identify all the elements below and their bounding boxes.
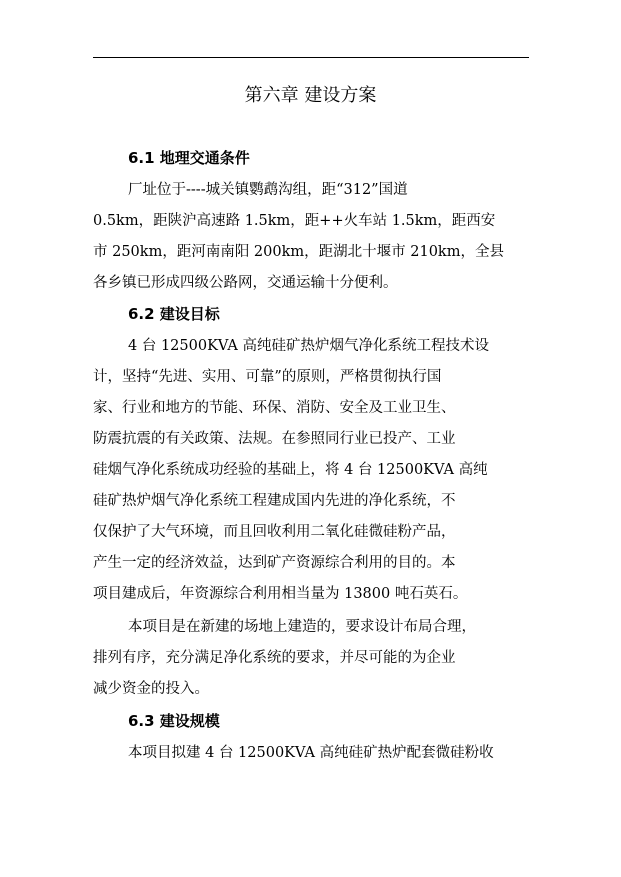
paragraph-line: 0.5km，距陕沪高速路 1.5km，距++火车站 1.5km，距西安 bbox=[93, 213, 496, 229]
paragraph-line: 厂址位于----城关镇鹦鹉沟组，距“312”国道 bbox=[128, 182, 408, 198]
paragraph-line: 防震抗震的有关政策、法规。在参照同行业已投产、工业 bbox=[93, 431, 456, 447]
paragraph-line: 家、行业和地方的节能、环保、消防、安全及工业卫生、 bbox=[93, 400, 456, 416]
paragraph-line: 各乡镇已形成四级公路网，交通运输十分便利。 bbox=[93, 275, 398, 291]
paragraph-line: 硅烟气净化系统成功经验的基础上，将 4 台 12500KVA 高纯 bbox=[93, 462, 488, 478]
paragraph-line: 本项目是在新建的场地上建造的，要求设计布局合理， bbox=[128, 619, 476, 635]
paragraph-line: 4 台 12500KVA 高纯硅矿热炉烟气净化系统工程技术设 bbox=[128, 338, 489, 354]
section-heading-6-1: 6.1 地理交通条件 bbox=[128, 149, 250, 167]
header-rule bbox=[93, 57, 529, 58]
paragraph-line: 本项目拟建 4 台 12500KVA 高纯硅矿热炉配套微硅粉收 bbox=[128, 745, 494, 761]
section-heading-6-2: 6.2 建设目标 bbox=[128, 305, 220, 323]
paragraph-line: 市 250km，距河南南阳 200km，距湖北十堰市 210km，全县 bbox=[93, 244, 504, 260]
paragraph-line: 产生一定的经济效益，达到矿产资源综合利用的目的。本 bbox=[93, 555, 456, 571]
paragraph-line: 仅保护了大气环境，而且回收利用二氧化硅微硅粉产品， bbox=[93, 524, 456, 540]
paragraph-line: 项目建成后，年资源综合利用相当量为 13800 吨石英石。 bbox=[93, 586, 468, 602]
paragraph-line: 排列有序，充分满足净化系统的要求，并尽可能的为企业 bbox=[93, 650, 456, 666]
paragraph-line: 减少资金的投入。 bbox=[93, 681, 209, 697]
paragraph-line: 计，坚持“先进、实用、可靠”的原则，严格贯彻执行国 bbox=[93, 369, 442, 385]
paragraph-line: 硅矿热炉烟气净化系统工程建成国内先进的净化系统，不 bbox=[93, 493, 456, 509]
chapter-title: 第六章 建设方案 bbox=[244, 85, 377, 106]
section-heading-6-3: 6.3 建设规模 bbox=[128, 712, 220, 730]
